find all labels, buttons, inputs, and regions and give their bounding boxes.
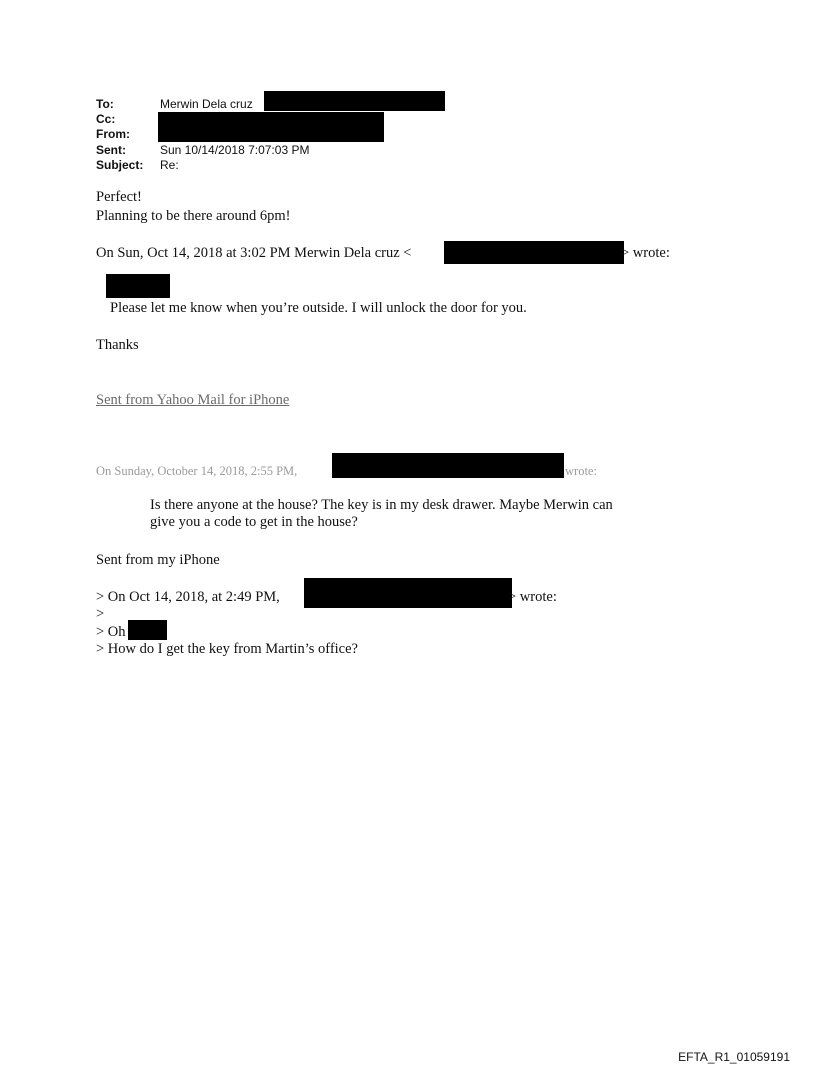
- redaction-quote3-sender: [304, 578, 512, 608]
- quote3-gt-line: >: [96, 606, 105, 622]
- quote3-oh-line: > Oh: [96, 624, 126, 640]
- redaction-quote1-greeting: [106, 274, 170, 298]
- quote3-attribution-suffix: > wrote:: [508, 589, 557, 605]
- from-label: From:: [96, 127, 130, 141]
- redaction-quote3-oh: [128, 620, 167, 640]
- sent-value: Sun 10/14/2018 7:07:03 PM: [160, 143, 310, 157]
- body-line-perfect: Perfect!: [96, 189, 142, 205]
- redaction-cc-from: [158, 112, 384, 142]
- redaction-quote1-email: [444, 241, 624, 264]
- document-id: EFTA_R1_01059191: [678, 1050, 790, 1064]
- body-line-planning: Planning to be there around 6pm!: [96, 208, 291, 224]
- sent-from-iphone: Sent from my iPhone: [96, 552, 220, 568]
- yahoo-mail-link[interactable]: Sent from Yahoo Mail for iPhone: [96, 392, 290, 408]
- redaction-quote2-sender: [332, 453, 564, 478]
- sent-label: Sent:: [96, 143, 126, 157]
- subject-label: Subject:: [96, 158, 144, 172]
- to-label: To:: [96, 97, 114, 111]
- subject-value: Re:: [160, 158, 179, 172]
- quote2-line-2: give you a code to get in the house?: [150, 514, 358, 530]
- thanks-text: Thanks: [96, 337, 139, 353]
- quote1-text: Please let me know when you’re outside. I will unlock the door for you.: [110, 300, 527, 316]
- quote1-attribution-suffix: > wrote:: [621, 245, 670, 261]
- quote3-attribution-prefix: > On Oct 14, 2018, at 2:49 PM,: [96, 589, 280, 605]
- quote2-line-1: Is there anyone at the house? The key is in my desk drawer. Maybe Merwin can: [150, 497, 613, 513]
- cc-label: Cc:: [96, 112, 116, 126]
- to-value: Merwin Dela cruz: [160, 97, 253, 111]
- quote1-attribution-prefix: On Sun, Oct 14, 2018 at 3:02 PM Merwin Dela cruz <: [96, 245, 412, 261]
- quote3-question-line: > How do I get the key from Martin’s office?: [96, 641, 358, 657]
- quote2-attribution-suffix: wrote:: [565, 464, 597, 478]
- redaction-to: [264, 91, 445, 111]
- quote2-attribution-prefix: On Sunday, October 14, 2018, 2:55 PM,: [96, 464, 298, 478]
